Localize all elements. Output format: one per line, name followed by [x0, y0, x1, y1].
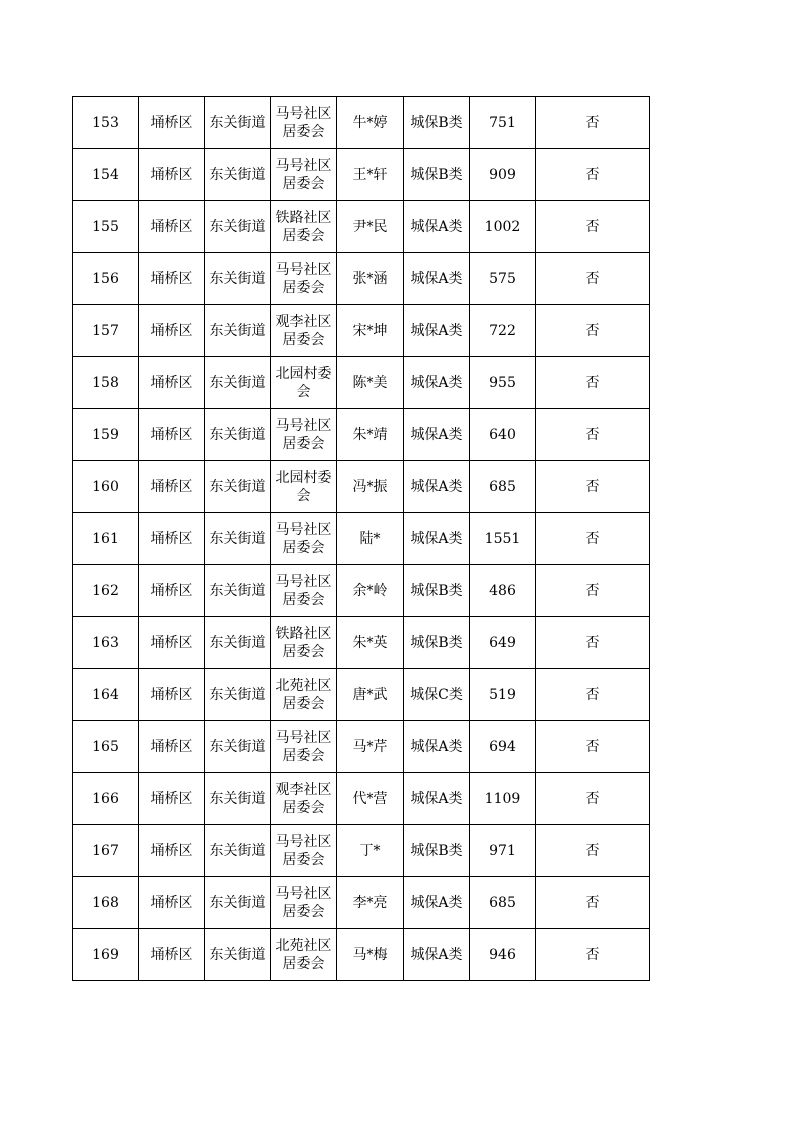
category-cell: 城保A类	[404, 253, 470, 305]
row-number: 156	[73, 253, 139, 305]
table-row	[73, 461, 650, 513]
category-cell: 城保A类	[404, 357, 470, 409]
district-cell: 埇桥区	[139, 565, 205, 617]
table-row	[73, 409, 650, 461]
amount-cell: 640	[470, 409, 536, 461]
street-cell: 东关街道	[205, 825, 271, 877]
amount-cell: 946	[470, 929, 536, 981]
category-cell: 城保B类	[404, 565, 470, 617]
row-number: 162	[73, 565, 139, 617]
amount-cell: 519	[470, 669, 536, 721]
table-row	[73, 97, 650, 149]
category-cell: 城保A类	[404, 461, 470, 513]
community-cell: 马号社区居委会	[271, 825, 337, 877]
row-number: 159	[73, 409, 139, 461]
table-row	[73, 669, 650, 721]
person-name-cell: 唐*武	[337, 669, 404, 721]
community-cell: 马号社区居委会	[271, 877, 337, 929]
row-number: 168	[73, 877, 139, 929]
row-number: 158	[73, 357, 139, 409]
street-cell: 东关街道	[205, 929, 271, 981]
district-cell: 埇桥区	[139, 97, 205, 149]
amount-cell: 722	[470, 305, 536, 357]
district-cell: 埇桥区	[139, 617, 205, 669]
person-name-cell: 朱*靖	[337, 409, 404, 461]
person-name-cell: 陆*	[337, 513, 404, 565]
flag-cell: 否	[536, 825, 650, 877]
street-cell: 东关街道	[205, 773, 271, 825]
amount-cell: 955	[470, 357, 536, 409]
community-cell: 北苑社区居委会	[271, 669, 337, 721]
flag-cell: 否	[536, 929, 650, 981]
flag-cell: 否	[536, 201, 650, 253]
row-number: 160	[73, 461, 139, 513]
flag-cell: 否	[536, 669, 650, 721]
flag-cell: 否	[536, 357, 650, 409]
table-row	[73, 253, 650, 305]
flag-cell: 否	[536, 97, 650, 149]
category-cell: 城保B类	[404, 617, 470, 669]
street-cell: 东关街道	[205, 305, 271, 357]
street-cell: 东关街道	[205, 617, 271, 669]
community-cell: 马号社区居委会	[271, 149, 337, 201]
category-cell: 城保A类	[404, 201, 470, 253]
category-cell: 城保B类	[404, 97, 470, 149]
category-cell: 城保B类	[404, 149, 470, 201]
street-cell: 东关街道	[205, 201, 271, 253]
person-name-cell: 王*轩	[337, 149, 404, 201]
street-cell: 东关街道	[205, 357, 271, 409]
district-cell: 埇桥区	[139, 357, 205, 409]
flag-cell: 否	[536, 513, 650, 565]
district-cell: 埇桥区	[139, 409, 205, 461]
district-cell: 埇桥区	[139, 513, 205, 565]
district-cell: 埇桥区	[139, 253, 205, 305]
street-cell: 东关街道	[205, 565, 271, 617]
category-cell: 城保A类	[404, 773, 470, 825]
flag-cell: 否	[536, 877, 650, 929]
table-row	[73, 357, 650, 409]
community-cell: 北园村委会	[271, 461, 337, 513]
community-cell: 北苑社区居委会	[271, 929, 337, 981]
community-cell: 观李社区居委会	[271, 305, 337, 357]
category-cell: 城保A类	[404, 513, 470, 565]
category-cell: 城保A类	[404, 409, 470, 461]
category-cell: 城保A类	[404, 721, 470, 773]
district-cell: 埇桥区	[139, 721, 205, 773]
flag-cell: 否	[536, 721, 650, 773]
amount-cell: 1002	[470, 201, 536, 253]
category-cell: 城保C类	[404, 669, 470, 721]
amount-cell: 1109	[470, 773, 536, 825]
street-cell: 东关街道	[205, 253, 271, 305]
community-cell: 马号社区居委会	[271, 721, 337, 773]
person-name-cell: 牛*婷	[337, 97, 404, 149]
community-cell: 马号社区居委会	[271, 565, 337, 617]
row-number: 165	[73, 721, 139, 773]
row-number: 157	[73, 305, 139, 357]
amount-cell: 971	[470, 825, 536, 877]
category-cell: 城保A类	[404, 305, 470, 357]
person-name-cell: 马*梅	[337, 929, 404, 981]
community-cell: 马号社区居委会	[271, 97, 337, 149]
flag-cell: 否	[536, 565, 650, 617]
person-name-cell: 尹*民	[337, 201, 404, 253]
street-cell: 东关街道	[205, 461, 271, 513]
table-row	[73, 565, 650, 617]
amount-cell: 685	[470, 461, 536, 513]
community-cell: 马号社区居委会	[271, 253, 337, 305]
amount-cell: 649	[470, 617, 536, 669]
amount-cell: 486	[470, 565, 536, 617]
roster-body	[73, 97, 650, 981]
category-cell: 城保B类	[404, 825, 470, 877]
person-name-cell: 李*亮	[337, 877, 404, 929]
amount-cell: 751	[470, 97, 536, 149]
district-cell: 埇桥区	[139, 669, 205, 721]
table-row	[73, 617, 650, 669]
table-row	[73, 825, 650, 877]
person-name-cell: 张*涵	[337, 253, 404, 305]
row-number: 164	[73, 669, 139, 721]
flag-cell: 否	[536, 617, 650, 669]
person-name-cell: 陈*美	[337, 357, 404, 409]
roster-table	[72, 96, 650, 981]
district-cell: 埇桥区	[139, 201, 205, 253]
table-row	[73, 721, 650, 773]
amount-cell: 1551	[470, 513, 536, 565]
community-cell: 铁路社区居委会	[271, 201, 337, 253]
street-cell: 东关街道	[205, 149, 271, 201]
flag-cell: 否	[536, 461, 650, 513]
flag-cell: 否	[536, 149, 650, 201]
community-cell: 观李社区居委会	[271, 773, 337, 825]
row-number: 153	[73, 97, 139, 149]
row-number: 161	[73, 513, 139, 565]
person-name-cell: 宋*坤	[337, 305, 404, 357]
table-row	[73, 929, 650, 981]
row-number: 169	[73, 929, 139, 981]
district-cell: 埇桥区	[139, 929, 205, 981]
flag-cell: 否	[536, 409, 650, 461]
table-row	[73, 513, 650, 565]
flag-cell: 否	[536, 305, 650, 357]
community-cell: 马号社区居委会	[271, 513, 337, 565]
community-cell: 马号社区居委会	[271, 409, 337, 461]
flag-cell: 否	[536, 253, 650, 305]
row-number: 155	[73, 201, 139, 253]
person-name-cell: 丁*	[337, 825, 404, 877]
street-cell: 东关街道	[205, 513, 271, 565]
amount-cell: 694	[470, 721, 536, 773]
district-cell: 埇桥区	[139, 149, 205, 201]
district-cell: 埇桥区	[139, 305, 205, 357]
person-name-cell: 朱*英	[337, 617, 404, 669]
table-row	[73, 877, 650, 929]
person-name-cell: 冯*振	[337, 461, 404, 513]
person-name-cell: 余*岭	[337, 565, 404, 617]
table-row	[73, 305, 650, 357]
amount-cell: 575	[470, 253, 536, 305]
row-number: 163	[73, 617, 139, 669]
district-cell: 埇桥区	[139, 877, 205, 929]
community-cell: 北园村委会	[271, 357, 337, 409]
table-row	[73, 773, 650, 825]
category-cell: 城保A类	[404, 929, 470, 981]
flag-cell: 否	[536, 773, 650, 825]
street-cell: 东关街道	[205, 97, 271, 149]
street-cell: 东关街道	[205, 721, 271, 773]
category-cell: 城保A类	[404, 877, 470, 929]
row-number: 167	[73, 825, 139, 877]
amount-cell: 685	[470, 877, 536, 929]
street-cell: 东关街道	[205, 669, 271, 721]
person-name-cell: 马*芹	[337, 721, 404, 773]
community-cell: 铁路社区居委会	[271, 617, 337, 669]
street-cell: 东关街道	[205, 877, 271, 929]
row-number: 166	[73, 773, 139, 825]
street-cell: 东关街道	[205, 409, 271, 461]
district-cell: 埇桥区	[139, 461, 205, 513]
row-number: 154	[73, 149, 139, 201]
amount-cell: 909	[470, 149, 536, 201]
table-row	[73, 201, 650, 253]
district-cell: 埇桥区	[139, 825, 205, 877]
person-name-cell: 代*营	[337, 773, 404, 825]
district-cell: 埇桥区	[139, 773, 205, 825]
table-row	[73, 149, 650, 201]
